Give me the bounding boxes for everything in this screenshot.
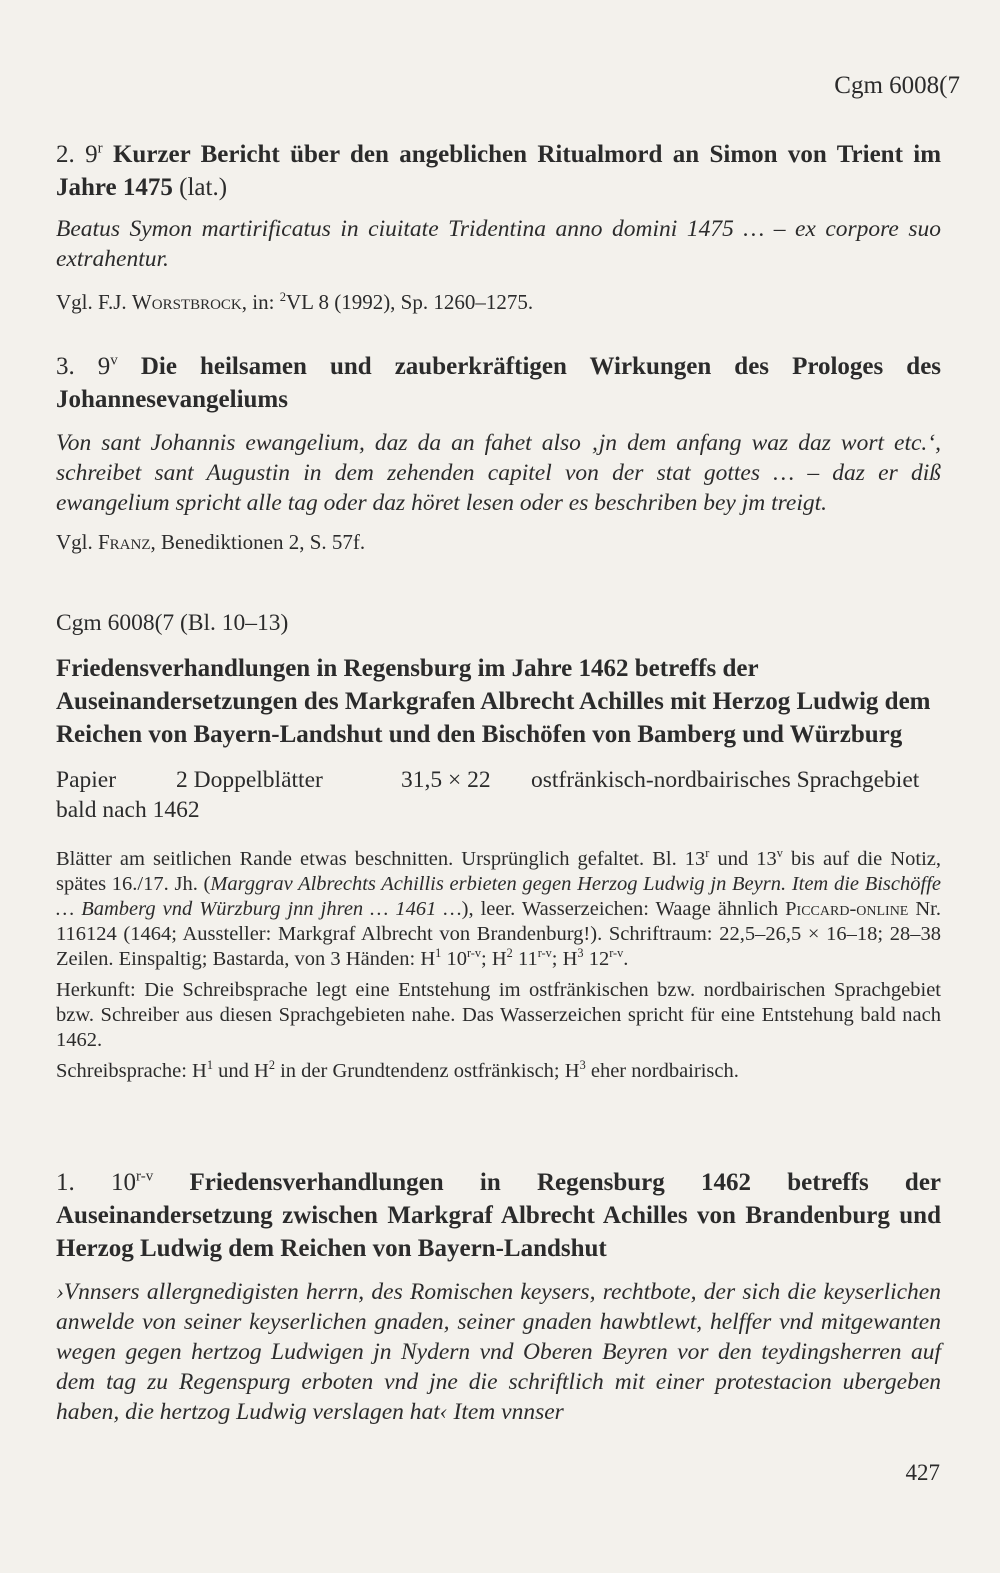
lang-text: Schreibsprache: H — [56, 1060, 207, 1082]
hand-number: 2 — [268, 1058, 275, 1073]
entry-2-language: (lat.) — [172, 174, 228, 201]
hand-folio: 12 — [583, 948, 610, 970]
hand-range: r-v — [466, 946, 482, 961]
leaves: 2 Doppelblätter — [176, 767, 323, 793]
entry-1-title — [56, 1166, 941, 1265]
ref-edition: 2 — [279, 290, 286, 304]
entry-2-folio-side: r — [97, 140, 103, 157]
hand-range: r-v — [537, 946, 552, 961]
ref-author: Worstbrock — [131, 290, 242, 314]
desc-text: Blätter am seitlichen Rande etwas beschnitten. Ursprünglich gefaltet. Bl. 13 — [56, 848, 706, 870]
provenance: Herkunft: Die Schreibsprache legt eine Entstehung im ostfränkischen bzw. nordbairischen Sprachgebiet bzw. Schreiber aus diesen Sprachgebieten nahe. Das Wasserzeichen spricht für eine Entstehung bald nach 1462. — [56, 979, 941, 1051]
desc-source: Piccard-online — [785, 898, 909, 920]
dialect-region: ostfränkisch-nordbairisches Sprachgebiet — [531, 767, 920, 793]
material: Papier — [56, 767, 117, 793]
desc-sup: r — [705, 846, 710, 861]
hand-folio: 10 — [441, 948, 467, 970]
manuscript-date: bald nach 1462 — [56, 797, 200, 823]
entry-2-reference — [56, 288, 941, 316]
physical-description — [56, 847, 941, 972]
entry-2-number: 2. 9 — [56, 141, 98, 168]
entry-3-folio-side: v — [110, 352, 118, 369]
desc-text: Nr. 116124 (1464; Aussteller: Markgraf Albrecht von Brandenburg!). Schriftraum: 22,5–26,5 × 16–18; 28–38 Zeilen. Einspaltig; Bastarda, von 3 Händen: H — [56, 898, 941, 970]
ref-author: Franz — [98, 530, 151, 554]
entry-3 — [56, 350, 941, 556]
hand-number: 1 — [435, 946, 442, 961]
entry-2 — [56, 138, 941, 316]
hand-number: 1 — [206, 1058, 214, 1073]
desc-text: bis auf die Notiz, spätes 16./17. Jh. ( — [56, 848, 941, 895]
entry-2-incipit: Beatus Symon martirificatus in ciuitate Tridentina anno domini 1475 … – ex corpore suo extrahentur. — [56, 216, 941, 272]
lang-text: in der Grundtendenz ostfränkisch; H — [274, 1060, 580, 1082]
scribal-language — [56, 1059, 941, 1084]
hand-folio: 11 — [512, 948, 538, 970]
running-head: Cgm 6008(7 — [834, 72, 960, 99]
hand-number: 3 — [577, 946, 584, 961]
page-number: 427 — [905, 1460, 940, 1485]
entry-2-heading: Kurzer Bericht über den angeblichen Ritualmord an Simon von Trient im Jahre 1475 — [56, 141, 942, 201]
format-size: 31,5 × 22 — [401, 767, 491, 793]
entry-3-heading: Die heilsamen und zauberkräftigen Wirkungen des Prologes des Johannesevangeliums — [56, 353, 942, 413]
ref-prefix: Vgl. F.J. — [56, 290, 132, 314]
hand-sep: . — [623, 948, 629, 970]
entry-1-incipit: ›Vnnsers allergnedigisten herrn, des Romischen keysers, rechtbote, der sich die keyserlichen anwelde von seiner keyserlichen gnaden, seiner gnaden hawbtlewt, helffer vnd mitgewanten wegen gegen hertzog Ludwigen jn Nydern vnd Oberen Beyren vor den teydingsherren auf dem tag zu Regenspurg erboten vnd jne die schriftlich mit einer protestacion ubergeben haben, die hertzog Ludwig verslagen hat‹ Item vnnser — [56, 1279, 941, 1425]
manuscript-title: Friedensverhandlungen in Regensburg im Jahre 1462 betreffs der Auseinandersetzungen des Markgrafen Albrecht Achilles mit Herzog Ludwig dem Reichen von Bayern-Landshut und den Bischöfen von Bamberg und Würzburg — [56, 655, 931, 748]
ref-rest: VL 8 (1992), Sp. 1260–1275. — [285, 290, 534, 314]
entry-2-title — [56, 138, 941, 204]
ref-mid: , in: — [241, 290, 280, 314]
entry-1-folio-range: r-v — [136, 1168, 154, 1185]
ref-rest: , Benediktionen 2, S. 57f. — [150, 530, 366, 554]
entry-3-number: 3. 9 — [56, 353, 111, 380]
ref-prefix: Vgl. — [56, 530, 98, 554]
desc-quote: Marggrav Albrechts Achillis erbieten gegen Herzog Ludwig jn Beyrn. Item die Bischöffe … Bamberg vnd Würzburg jnn jhren … 1461 … — [56, 873, 941, 920]
hand-number: 3 — [579, 1058, 586, 1073]
entry-3-reference — [56, 528, 941, 556]
shelfmark: Cgm 6008(7 (Bl. 10–13) — [56, 610, 289, 636]
entry-1-number: 1. 10 — [56, 1169, 136, 1196]
desc-text: ), leer. Wasserzeichen: Waage ähnlich — [461, 898, 786, 920]
entry-1-heading: Friedensverhandlungen in Regensburg 1462 betreffs der Auseinandersetzung zwischen Markgraf Albrecht Achilles von Brandenburg und Herzog Ludwig dem Reichen von Bayern-Landshut — [56, 1169, 942, 1262]
lang-text: und H — [213, 1060, 269, 1082]
desc-text: und 13 — [709, 848, 777, 870]
entry-3-title — [56, 350, 941, 416]
manuscript-description — [56, 608, 941, 1084]
desc-sup: v — [776, 846, 783, 861]
hand-sep: ; H — [551, 948, 578, 970]
hand-range: r-v — [609, 946, 624, 961]
entry-1 — [56, 1166, 941, 1427]
hand-number: 2 — [506, 946, 513, 961]
hand-sep: ; H — [481, 948, 507, 970]
lang-text: eher nordbairisch. — [585, 1060, 739, 1082]
manuscript-metadata — [56, 765, 941, 795]
entry-3-incipit: Von sant Johannis ewangelium, daz da an fahet also ‚jn dem anfang waz daz wort etc.‘, schreibet sant Augustin in dem zehenden capitel von der stat gottes … – daz er diß ewangelium spricht alle tag oder daz höret lesen oder es beschriben bey jm treigt. — [56, 430, 941, 516]
